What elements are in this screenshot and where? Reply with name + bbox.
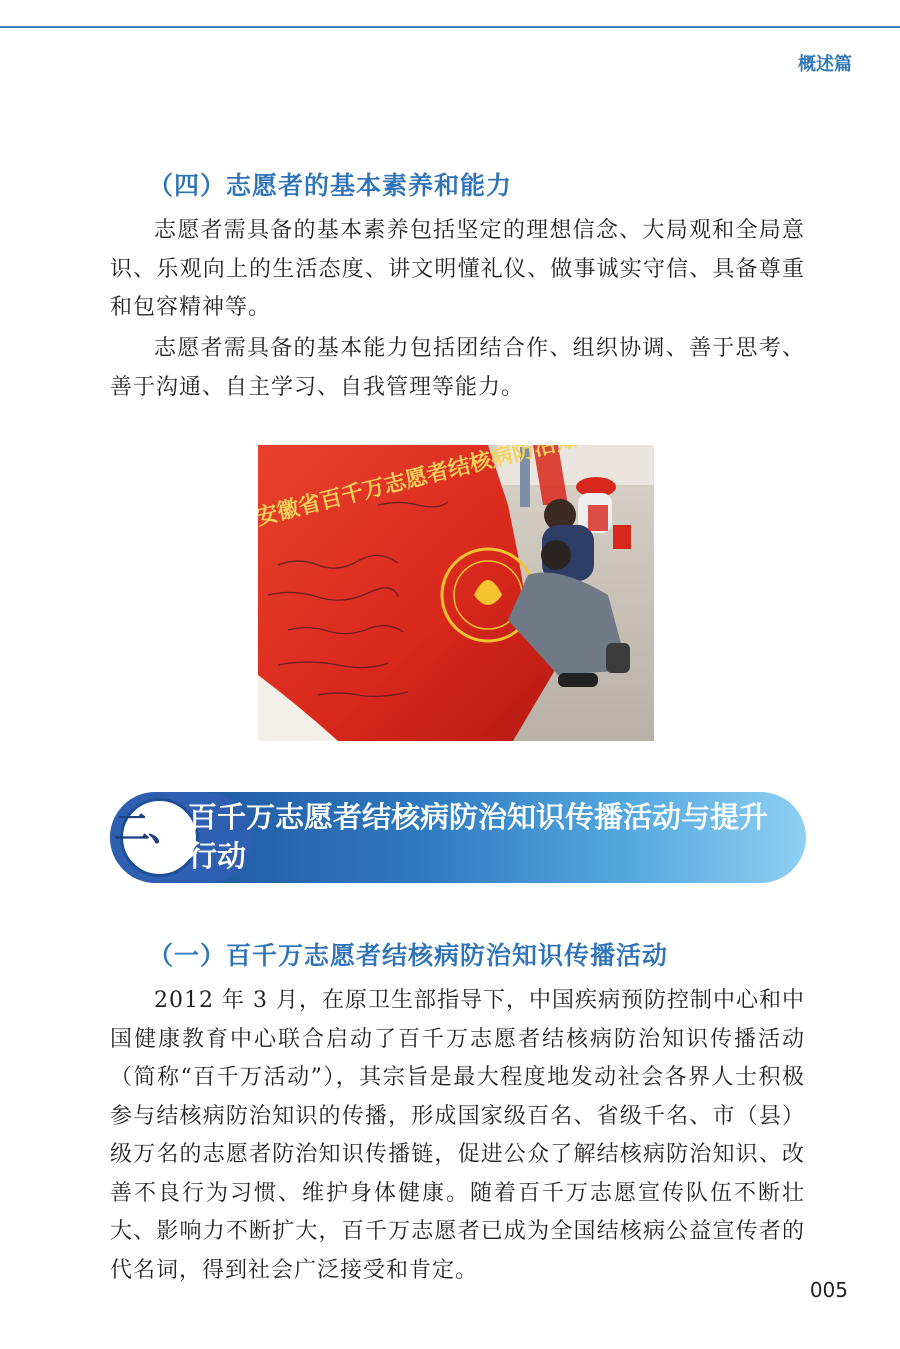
part-heading-banner bbox=[110, 792, 806, 883]
paragraph: 志愿者需具备的基本素养包括坚定的理想信念、大局观和全局意识、乐观向上的生活态度、讲文明懂礼仪、做事诚实守信、具备尊重和包容精神等。 bbox=[110, 218, 805, 320]
photo-illustration bbox=[258, 445, 654, 741]
volunteers-photo bbox=[258, 445, 654, 741]
paragraph: 志愿者需具备的基本能力包括团结合作、组织协调、善于思考、善于沟通、自主学习、自我管理等能力。 bbox=[110, 336, 805, 400]
page-number: 005 bbox=[809, 1278, 848, 1302]
part-number: 二、 bbox=[114, 808, 183, 849]
paragraph: 2012 年 3 月，在原卫生部指导下，中国疾病预防控制中心和中国健康教育中心联合启动了百千万志愿者结核病防治知识传播活动（简称“百千万活动”），其宗旨是最大程度地发动社会各界人士积极参与结核病防治知识的传播，形成国家级百名、省级千名、市（县）级万名的志愿者防治知识传播链，促进公众了解结核病防治知识、改善不良行为习惯、维护身体健康。随着百千万志愿宣传队伍不断壮大、影响力不断扩大，百千万志愿者已成为全国结核病公益宣传者的代名词，得到社会广泛接受和肯定。 bbox=[110, 988, 805, 1283]
section-heading-1: （一）百千万志愿者结核病防治知识传播活动 bbox=[148, 941, 669, 970]
section-tag: 概述篇 bbox=[798, 54, 852, 75]
part-title: 百千万志愿者结核病防治知识传播活动与提升行动 bbox=[188, 800, 769, 873]
header-rule bbox=[0, 26, 900, 28]
section-heading-4: （四）志愿者的基本素养和能力 bbox=[148, 171, 513, 200]
